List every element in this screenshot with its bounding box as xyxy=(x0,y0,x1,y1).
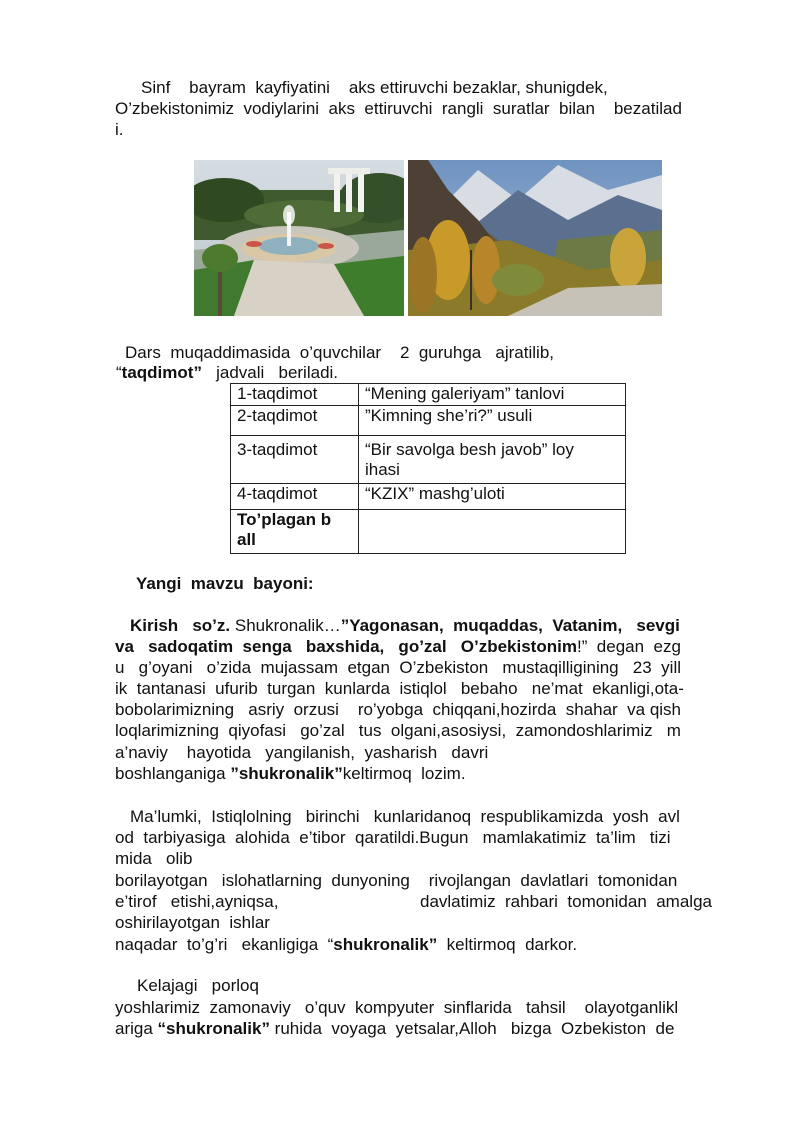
para1-line-2-bold: va sadoqatim senga baxshida, go’zal O’zbekistonim xyxy=(115,637,577,656)
groups-line-2-rest: jadvali beriladi. xyxy=(201,363,339,382)
para2-line-4: borilayotgan islohatlarning dunyoning rivojlangan davlatlari tomonidan xyxy=(115,871,678,890)
mountain-valley-photo xyxy=(408,160,662,316)
groups-open-quote: “ xyxy=(116,363,122,382)
table-cell-label: 1-taqdimot xyxy=(231,384,359,406)
table-cell-label-line-1: To’plagan b xyxy=(237,510,332,529)
para1-line-8-text: boshlanganiga xyxy=(115,764,231,783)
para2-line-6: oshirilayotgan ishlar xyxy=(115,913,270,932)
para1-line-2-text: !” degan ezg xyxy=(576,637,681,656)
table-cell-value-line-2: ihasi xyxy=(365,460,400,479)
groups-bold-taqdimot: taqdimot” xyxy=(121,363,202,382)
table-cell-value: “Mening galeriyam” tanlovi xyxy=(359,384,626,406)
table-cell-value-line-1: “Bir savolga besh javob” loy xyxy=(365,440,574,459)
table-cell-value: ”Kimning she’ri?” usuli xyxy=(359,406,626,436)
para2-line-7-text: naqadar to’g’ri ekanligiga “ xyxy=(115,935,334,954)
table-row xyxy=(231,510,626,554)
groups-line-1: Dars muqaddimasida o’quvchilar 2 guruhga ajratilib, xyxy=(125,343,554,362)
para2-line-7 xyxy=(115,935,577,955)
para1-line-8-rest: keltirmoq lozim. xyxy=(342,764,466,783)
shukronalik-bold: shukronalik” xyxy=(333,935,438,954)
intro-line-3: i. xyxy=(115,120,124,139)
para2-line-3: mida olib xyxy=(115,849,193,868)
table-row xyxy=(231,484,626,510)
shukronalik-bold: “shukronalik” xyxy=(157,1019,270,1038)
para2-line-5b: davlatimiz rahbari tomonidan amalga xyxy=(420,892,712,911)
table-cell-label-line-2: all xyxy=(237,530,256,549)
table-cell-label: 4-taqdimot xyxy=(231,484,359,510)
para1-line-1-bold-quote: ”Yagonasan, muqaddas, Vatanim, sevgi xyxy=(340,616,680,635)
table-cell-value: “KZIX” mashg’uloti xyxy=(359,484,626,510)
intro-line-1: Sinf bayram kayfiyatini aks ettiruvchi bezaklar, shunigdek, xyxy=(141,78,608,97)
para3-line-1: Kelajagi porloq xyxy=(137,976,259,995)
para3-line-2: yoshlarimiz zamonaviy o’quv kompyuter sinflarida tahsil olayotganlikl xyxy=(115,998,679,1017)
para1-line-5: bobolarimizning asriy orzusi ro’yobga chiqqani,hozirda shahar va qish xyxy=(115,700,682,719)
groups-line-2 xyxy=(116,363,338,383)
para1-line-4: ik tantanasi ufurib turgan kunlarda istiqlol bebaho ne’mat ekanligi,ota- xyxy=(115,679,684,698)
table-row xyxy=(231,406,626,436)
section-heading: Yangi mavzu bayoni: xyxy=(136,574,314,593)
kirish-soz-bold: Kirish so’z. xyxy=(130,616,231,635)
para1-line-7: a’naviy hayotida yangilanish, yasharish davri xyxy=(115,743,489,762)
taqdimot-table xyxy=(230,383,626,554)
table-cell-value xyxy=(359,510,626,554)
para3-line-3 xyxy=(115,1019,674,1039)
intro-line-2: O’zbekistonimiz vodiylarini aks ettiruvchi rangli suratlar bilan bezatilad xyxy=(115,99,682,118)
para1-line-1-text: Shukronalik… xyxy=(230,616,341,635)
table-cell-label: 3-taqdimot xyxy=(231,436,359,484)
para1-line-1 xyxy=(130,616,680,636)
table-row xyxy=(231,436,626,484)
para2-line-2: od tarbiyasiga alohida e’tibor qaratildi.Bugun mamlakatimiz ta’lim tizi xyxy=(115,828,671,847)
para2-line-1: Ma’lumki, Istiqlolning birinchi kunlaridanoq respublikamizda yosh avl xyxy=(130,807,680,826)
para1-line-3: u g’oyani o’zida mujassam etgan O’zbekiston mustaqilligining 23 yill xyxy=(115,658,681,677)
table-cell-value xyxy=(359,436,626,484)
shukronalik-bold: ”shukronalik” xyxy=(230,764,343,783)
park-fountain-photo xyxy=(194,160,404,316)
para3-line-3-text: ariga xyxy=(115,1019,158,1038)
para1-line-8 xyxy=(115,764,466,784)
para2-line-7-rest: keltirmoq darkor. xyxy=(437,935,578,954)
table-cell-label xyxy=(231,510,359,554)
para3-line-3-rest: ruhida voyaga yetsalar,Alloh bizga Ozbekiston de xyxy=(269,1019,675,1038)
para2-line-5a: e’tirof etishi,ayniqsa, xyxy=(115,892,279,911)
para1-line-2 xyxy=(115,637,681,657)
para1-line-6: loqlarimizning qiyofasi go’zal tus olgani,asosiysi, zamondoshlarimiz m xyxy=(115,721,681,740)
table-cell-label: 2-taqdimot xyxy=(231,406,359,436)
table-row xyxy=(231,384,626,406)
